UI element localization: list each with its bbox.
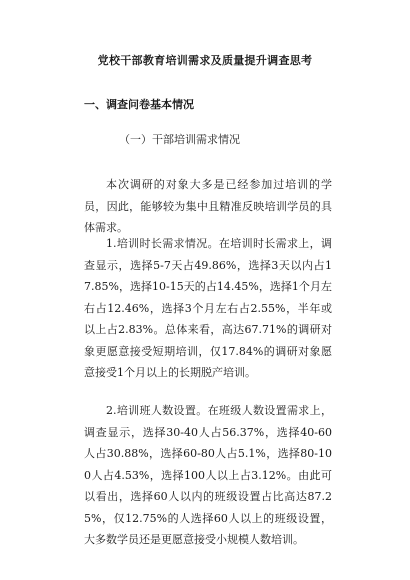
paragraph-class-size: 2.培训班人数设置。在班级人数设置需求上，调查显示，选择30-40人占56.37%，选择40-60人占30.88%，选择60-80人占5.1%，选择80-100人占4.53%，选择100人以上占3.12%。由此可以看出，选择60人以内的班级设置占比高达87.25%，仅12.75%的人选择60人以上的班级设置，大多数学员还是更愿意接受小规模人数培训。	[84, 404, 332, 546]
section-heading: 一、调查问卷基本情况	[84, 98, 194, 111]
paragraph-training-duration: 1.培训时长需求情况。在培训时长需求上，调查显示，选择5-7天占49.86%，选择3天以内占17.85%，选择10-15天的占14.45%，选择1个月左右占12.46%，选择3个月左右占2.55%，半年或以上占2.83%。总体来看，高达67.71%的调研对象更愿意接受短期培训，仅17.84%的调研对象愿意接受1个月以上的长期脱产培训。	[84, 237, 332, 379]
subsection-heading: （一）干部培训需求情况	[119, 133, 240, 146]
document-title: 党校干部教育培训需求及质量提升调查思考	[97, 54, 313, 67]
paragraph-intro: 本次调研的对象大多是已经参加过培训的学员，因此，能够较为集中且精准反映培训学员的具体需求。	[84, 178, 332, 234]
